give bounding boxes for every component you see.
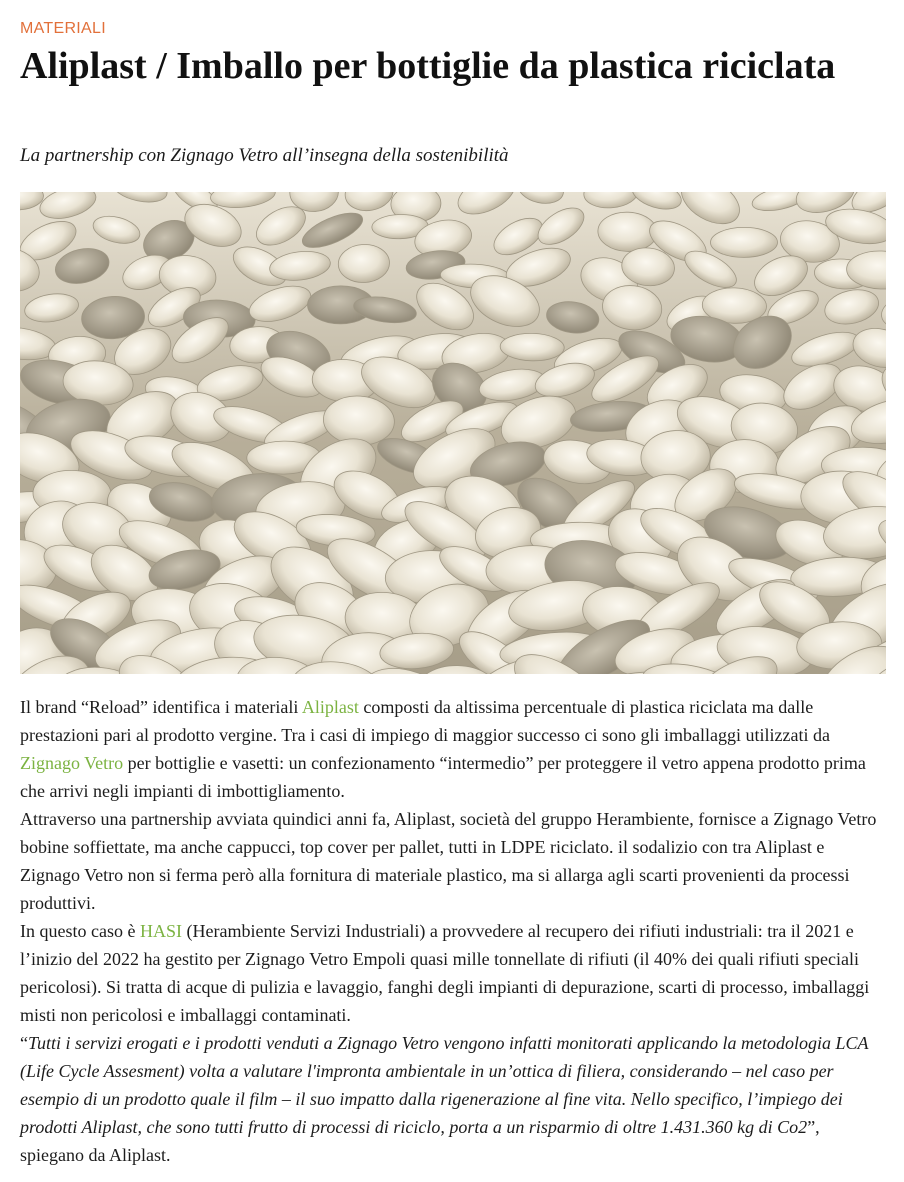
page-subtitle: La partnership con Zignago Vetro all’insegna della sostenibilità xyxy=(20,145,509,166)
page-title: Aliplast / Imballo per bottiglie da plastica riciclata xyxy=(20,45,836,87)
pellets-illustration xyxy=(20,192,886,674)
article-body xyxy=(20,693,884,1169)
paragraph-2: Attraverso una partnership avviata quindici anni fa, Aliplast, società del gruppo Herambiente, fornisce a Zignago Vetro bobine soffiettate, ma anche cappucci, top cover per pallet, tutti in LDPE riciclato. il sodalizio con tra Aliplast e Zignago Vetro non si ferma però alla fornitura di materiale plastico, ma si allarga agli scarti provenienti da processi produttivi. xyxy=(20,809,877,913)
category-label[interactable]: MATERIALI xyxy=(20,20,106,37)
paragraph-1: Il brand “Reload” identifica i materiali Aliplast composti da altissima percentuale di plastica riciclata ma dalle prestazioni pari al prodotto vergine. Tra i casi di impiego di maggior successo ci sono gli imballaggi utilizzati da Zignago Vetro per bottiglie e vasetti: un confezionamento “intermedio” per proteggere il vetro appena prodotto prima che arrivi negli impianti di imbottigliamento. xyxy=(20,697,866,801)
pellet xyxy=(710,227,777,257)
aliplast-link[interactable]: Aliplast xyxy=(301,697,359,717)
paragraph-4-quote: “Tutti i servizi erogati e i prodotti venduti a Zignago Vetro vengono infatti monitorati applicando la metodologia LCA (Life Cycle Assesment) volta a valutare l'impronta ambientale in un’ottica di filiera, considerando – nel caso per esempio di un prodotto quale il film – il suo impatto dalla rigenerazione al fine vita. Nello specifico, l’impiego dei prodotti Aliplast, che sono tutti frutto di processi di riciclo, porta a un risparmio di oltre 1.431.360 kg di Co2”, spiegano da Aliplast. xyxy=(20,1033,869,1165)
quote-text: Tutti i servizi erogati e i prodotti venduti a Zignago Vetro vengono infatti monitorati applicando la metodologia LCA (Life Cycle Assesment) volta a valutare l'impronta ambientale in un’ottica di filiera, considerando – nel caso per esempio di un prodotto quale il film – il suo impatto dalla rigenerazione al fine vita. Nello specifico, l’impiego dei prodotti Aliplast, che sono tutti frutto di processi di riciclo, porta a un risparmio di oltre 1.431.360 kg di Co2 xyxy=(20,1033,869,1137)
zignago-vetro-link[interactable]: Zignago Vetro xyxy=(20,753,124,773)
plastic-pellets-photo xyxy=(20,192,886,674)
hasi-link[interactable]: HASI xyxy=(139,921,182,941)
paragraph-3: In questo caso è HASI (Herambiente Servizi Industriali) a provvedere al recupero dei rifiuti industriali: tra il 2021 e l’inizio del 2022 ha gestito per Zignago Vetro Empoli quasi mille tonnellate di rifiuti (il 40% dei quali rifiuti speciali pericolosi). Si tratta di acque di pulizia e lavaggio, fanghi degli impianti di depurazione, scarti di processo, imballaggi misti non pericolosi e imballaggi contaminati. xyxy=(20,921,870,1025)
